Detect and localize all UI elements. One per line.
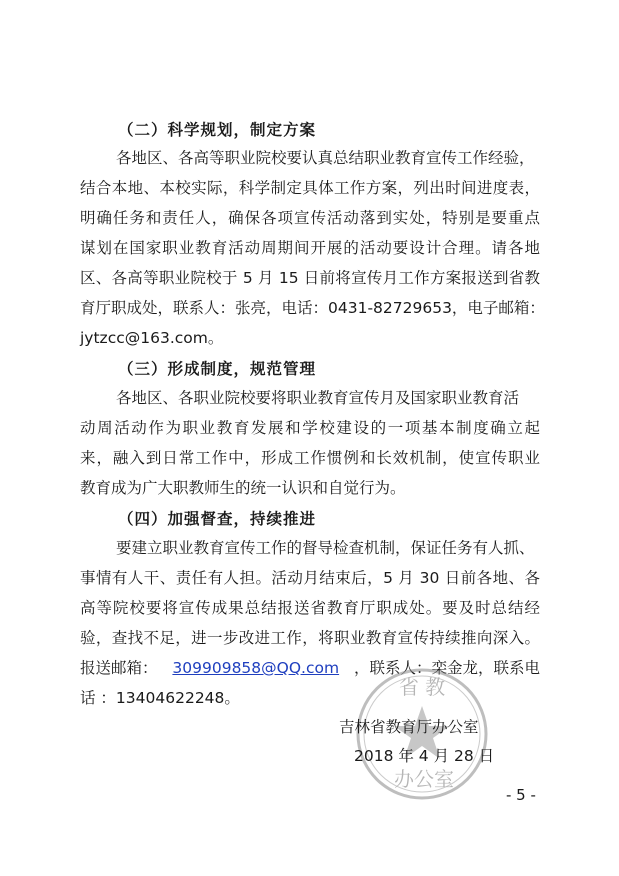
email-prefix: 报送邮箱： [80, 659, 158, 677]
section-3-heading: （三）形成制度，规范管理 [118, 360, 317, 378]
section-2-line-4: 谋划在国家职业教育活动周期间开展的活动要设计合理。请各地 [80, 239, 540, 257]
section-2-line-7: jytzcc@163.com。 [80, 329, 224, 347]
section-2-line-3: 明确任务和责任人，确保各项宣传活动落到实处，特别是要重点 [80, 209, 540, 227]
section-4-line-4: 验，查找不足，进一步改进工作，将职业教育宣传持续推向深入。 [80, 629, 540, 647]
section-2-line-5: 区、各高等职业院校于 5 月 15 日前将宣传月工作方案报送到省教 [80, 269, 540, 287]
seal-top-text: 省 教 [398, 675, 446, 699]
section-2-line-2: 结合本地、本校实际，科学制定具体工作方案，列出时间进度表， [80, 179, 540, 197]
page-number: - 5 - [506, 786, 536, 804]
email-link[interactable]: 309909858@QQ.com [172, 659, 340, 677]
section-4-line-3: 高等院校要将宣传成果总结报送省教育厅职成处。要及时总结经 [80, 599, 540, 617]
contact-text: ，联系人：栾金龙，联系电 [353, 659, 540, 677]
signature-org: 吉林省教育厅办公室 [339, 718, 479, 736]
section-4-line-1: 要建立职业教育宣传工作的督导检查机制，保证任务有人抓、 [116, 539, 535, 557]
section-3-line-1: 各地区、各职业院校要将职业教育宣传月及国家职业教育活 [116, 389, 520, 407]
seal-bottom-text: 办公室 [394, 767, 454, 791]
section-4-phone-line: 话 ：13404622248。 [80, 689, 240, 707]
section-2-line-1: 各地区、各高等职业院校要认真总结职业教育宣传工作经验， [116, 149, 535, 167]
section-3-line-4: 教育成为广大职教师生的统一认识和自觉行为。 [80, 479, 406, 497]
signature-date: 2018 年 4 月 28 日 [354, 747, 495, 765]
section-3-line-2: 动周活动作为职业教育发展和学校建设的一项基本制度确立起 [80, 419, 540, 437]
section-2-line-6: 育厅职成处，联系人：张亮，电话：0431-82729653，电子邮箱： [80, 299, 545, 317]
section-4-heading: （四）加强督查，持续推进 [118, 510, 317, 528]
section-3-line-3: 来，融入到日常工作中，形成工作惯例和长效机制，使宣传职业 [80, 449, 540, 467]
section-2-heading: （二）科学规划，制定方案 [118, 121, 317, 139]
section-4-line-2: 事情有人干、责任有人担。活动月结束后，5 月 30 日前各地、各 [80, 569, 540, 587]
